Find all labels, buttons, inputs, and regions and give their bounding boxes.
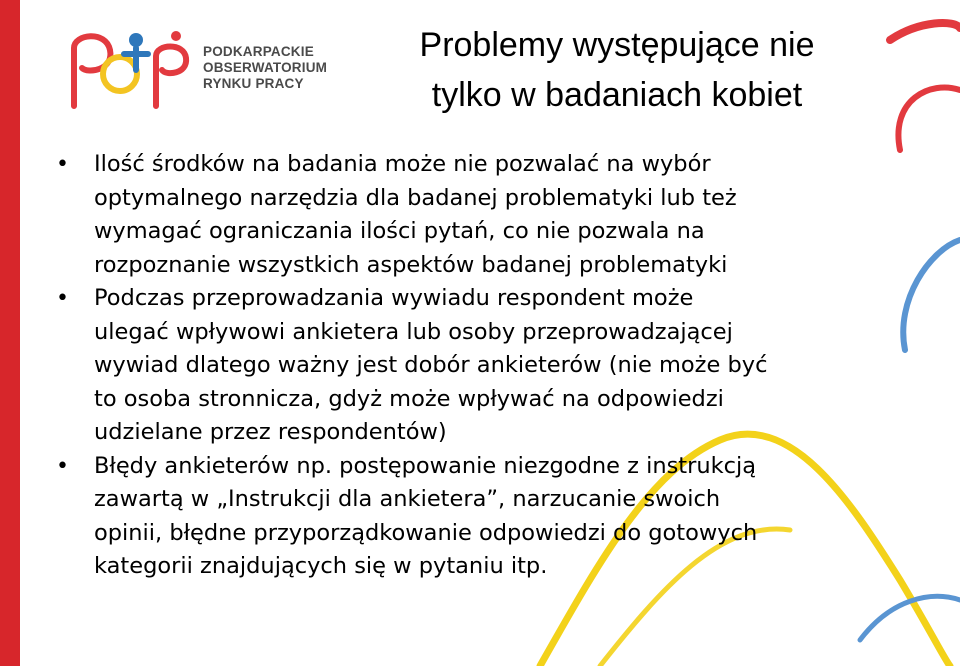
- logo-red-p-2: [156, 47, 186, 107]
- bullet-line: udzielane przez respondentów): [94, 419, 447, 445]
- bullet-line: Ilość środków na badania może nie pozwalać na wybór: [94, 151, 711, 177]
- bullet-line: wywiad dlatego ważny jest dobór ankieterów (nie może być: [94, 352, 768, 378]
- bullet-line: rozpoznanie wszystkich aspektów badanej problematyki: [94, 251, 728, 278]
- bullet-line: zawartą w „Instrukcji dla ankietera”, narzucanie swoich: [94, 486, 721, 512]
- bullet-dot-icon: •: [56, 152, 69, 177]
- logo-yellow-ring: [103, 57, 137, 91]
- logo-blue-head: [129, 33, 143, 47]
- decor-blue-swirl-2: [860, 596, 960, 640]
- bullet-line: optymalnego narzędzia dla badanej problematyki lub też: [94, 184, 737, 211]
- bullet-item-interviewer-influence: [56, 282, 906, 450]
- bullet-item-interviewer-errors: [56, 450, 906, 584]
- logo-wordmark: [203, 44, 327, 92]
- bullet-line: ulegać wpływowi ankietera lub osoby przeprowadzającej: [94, 318, 733, 345]
- title-line-1: Problemy występujące nie: [419, 26, 815, 64]
- title-line-2: tylko w badaniach kobiet: [431, 76, 803, 114]
- bullet-line: to osoba stronnicza, gdyż może wpływać na odpowiedzi: [94, 385, 724, 412]
- bullet-list: [56, 148, 906, 584]
- logo-line-3: RYNKU PRACY: [203, 76, 304, 91]
- decor-red-swirl: [890, 23, 960, 40]
- logo-red-dot: [171, 31, 181, 41]
- bullet-line: Błędy ankieterów np. postępowanie niezgodne z instrukcją: [94, 452, 757, 479]
- slide-title: [372, 20, 862, 120]
- decor-blue-swirl: [903, 240, 960, 350]
- logo-line-1: PODKARPACKIE: [203, 44, 314, 59]
- bullet-line: Podczas przeprowadzania wywiadu respondent może: [94, 285, 694, 311]
- decor-red-swirl-2: [898, 88, 960, 151]
- bullet-line: kategorii znajdujących się w pytaniu itp.: [94, 553, 548, 579]
- bullet-line: wymagać ograniczania ilości pytań, co nie pozwala na: [94, 218, 705, 244]
- bullet-dot-icon: •: [56, 286, 69, 311]
- bullet-dot-icon: •: [56, 453, 69, 479]
- bullet-line: opinii, błędne przyporządkowanie odpowiedzi do gotowych: [94, 519, 758, 546]
- bullet-item-funding: [56, 148, 906, 282]
- logo-line-2: OBSERWATORIUM: [203, 60, 328, 75]
